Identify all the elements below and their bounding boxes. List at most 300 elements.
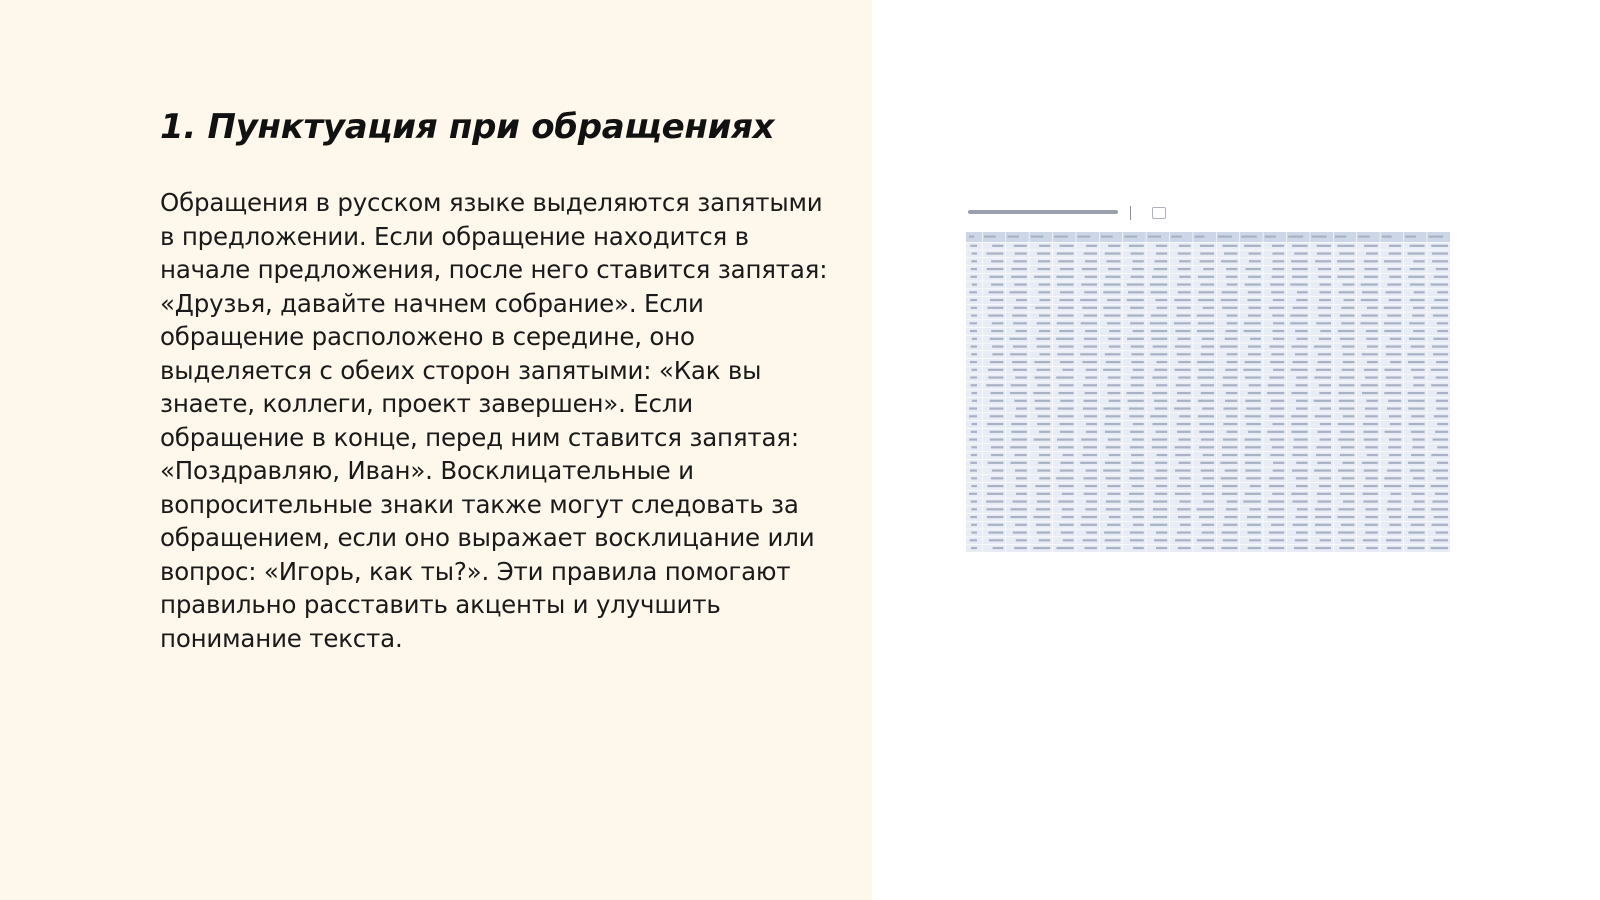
table-cell-mark — [1249, 384, 1261, 386]
table-cell-mark — [1320, 330, 1331, 332]
table-cell-mark — [1388, 268, 1402, 270]
table-cell-mark — [1437, 446, 1448, 448]
table-grid-row-line — [966, 389, 1450, 390]
table-cell-mark — [1154, 369, 1167, 371]
table-cell-mark — [1059, 345, 1074, 347]
table-cell-mark — [1223, 438, 1237, 440]
table-cell-mark — [969, 407, 977, 409]
table-cell-mark — [1317, 462, 1331, 464]
table-cell-mark — [1317, 252, 1331, 254]
table-grid-col-line — [1286, 232, 1287, 552]
table-cell-mark — [1433, 539, 1448, 541]
table-cell-mark — [1339, 268, 1354, 270]
table-cell-mark — [1129, 415, 1143, 417]
table-cell-mark — [1221, 299, 1238, 301]
table-cell-mark — [1366, 252, 1378, 254]
table-cell-mark — [1132, 438, 1144, 440]
table-cell-mark — [1410, 283, 1425, 285]
table-cell-mark — [1056, 477, 1073, 479]
table-cell-mark — [1203, 307, 1214, 309]
table-cell-mark — [1365, 524, 1378, 526]
table-cell-mark — [1058, 307, 1073, 309]
table-cell-mark — [1226, 276, 1238, 278]
table-cell-mark — [1319, 477, 1331, 479]
table-cell-mark — [1297, 291, 1308, 293]
table-cell-mark — [1272, 276, 1285, 278]
table-cell-mark — [1320, 407, 1331, 409]
table-cell-mark — [1177, 400, 1191, 402]
table-cell-mark — [1227, 431, 1238, 433]
table-cell-mark — [1086, 245, 1097, 247]
table-cell-mark — [1202, 338, 1214, 340]
table-cell-mark — [1058, 407, 1074, 409]
table-cell-mark — [1269, 485, 1284, 487]
table-cell-mark — [1202, 493, 1214, 495]
table-cell-mark — [971, 345, 977, 347]
table-cell-mark — [1384, 392, 1401, 394]
table-cell-mark — [1244, 330, 1261, 332]
table-cell-mark — [1197, 314, 1214, 316]
table-cell-mark — [1431, 547, 1448, 549]
table-cell-mark — [1269, 415, 1284, 417]
table-cell-mark — [1013, 260, 1026, 262]
table-cell-mark — [1199, 431, 1214, 433]
table-cell-mark — [1225, 516, 1238, 518]
table-cell-mark — [986, 384, 1003, 386]
table-grid-row-line — [966, 289, 1450, 290]
table-cell-mark — [1060, 469, 1074, 471]
table-cell-mark — [1412, 493, 1425, 495]
table-grid-row-line — [966, 451, 1450, 452]
table-cell-mark — [1384, 322, 1401, 324]
table-cell-mark — [1175, 493, 1191, 495]
table-cell-mark — [1339, 252, 1354, 254]
table-cell-mark — [1291, 423, 1307, 425]
table-cell-mark — [1154, 260, 1167, 262]
table-cell-mark — [987, 516, 1004, 518]
table-cell-mark — [1248, 392, 1261, 394]
table-cell-mark — [1106, 508, 1121, 510]
table-cell-mark — [1060, 268, 1074, 270]
table-cell-mark — [1131, 353, 1143, 355]
table-cell-mark — [1290, 314, 1307, 316]
table-cell-mark — [1220, 345, 1237, 347]
table-cell-mark — [1058, 446, 1074, 448]
table-cell-mark — [990, 400, 1004, 402]
table-cell-mark — [1384, 260, 1401, 262]
table-cell-mark — [1437, 322, 1448, 324]
table-grid-row-line — [966, 397, 1450, 398]
table-cell-mark — [986, 252, 1003, 254]
table-cell-mark — [1104, 531, 1120, 533]
table-cell-mark — [1414, 291, 1425, 293]
table-grid-row-line — [966, 335, 1450, 336]
table-cell-mark — [988, 376, 1003, 378]
table-cell-mark — [1386, 291, 1402, 293]
table-cell-mark — [1409, 423, 1425, 425]
table-cell-mark — [1130, 508, 1144, 510]
table-cell-mark — [1366, 330, 1378, 332]
table-grid-row-line — [966, 537, 1450, 538]
table-cell-mark — [992, 469, 1004, 471]
table-cell-mark — [1080, 462, 1097, 464]
table-cell-mark — [971, 547, 977, 549]
table-cell-mark — [1107, 485, 1120, 487]
table-cell-mark — [1104, 314, 1120, 316]
table-cell-mark — [1361, 384, 1378, 386]
table-cell-mark — [1226, 508, 1238, 510]
table-cell-mark — [1084, 477, 1097, 479]
table-cell-mark — [1011, 423, 1026, 425]
table-cell-mark — [1413, 384, 1424, 386]
table-cell-mark — [1129, 500, 1144, 502]
table-cell-mark — [992, 345, 1003, 347]
table-cell-mark — [1320, 291, 1331, 293]
table-cell-mark — [1363, 485, 1377, 487]
table-cell-mark — [1433, 353, 1448, 355]
table-cell-mark — [988, 307, 1004, 309]
table-cell-mark — [1153, 516, 1167, 518]
table-cell-mark — [1010, 516, 1026, 518]
table-header-cell-mark — [1241, 236, 1256, 238]
table-cell-mark — [1086, 500, 1097, 502]
table-cell-mark — [971, 477, 977, 479]
table-cell-mark — [1338, 392, 1354, 394]
table-cell-mark — [1243, 500, 1260, 502]
table-cell-mark — [1389, 276, 1401, 278]
table-cell-mark — [1039, 353, 1050, 355]
table-cell-mark — [1431, 307, 1448, 309]
table-cell-mark — [1272, 330, 1284, 332]
table-cell-mark — [1272, 314, 1284, 316]
table-cell-mark — [1245, 462, 1261, 464]
table-cell-mark — [1318, 361, 1331, 363]
table-cell-mark — [1107, 384, 1120, 386]
table-cell-mark — [1197, 330, 1214, 332]
table-grid-col-line — [1310, 232, 1311, 552]
table-cell-mark — [1291, 369, 1308, 371]
table-cell-mark — [971, 314, 977, 316]
table-cell-mark — [1343, 500, 1354, 502]
table-cell-mark — [1133, 547, 1144, 549]
table-cell-mark — [1132, 516, 1143, 518]
table-grid-col-line — [1333, 232, 1334, 552]
table-cell-mark — [1270, 438, 1284, 440]
table-cell-mark — [1267, 392, 1284, 394]
table-cell-mark — [1269, 477, 1284, 479]
table-cell-mark — [1058, 314, 1074, 316]
table-cell-mark — [1013, 322, 1027, 324]
table-cell-mark — [1152, 276, 1167, 278]
table-cell-mark — [971, 384, 977, 386]
table-cell-mark — [1364, 369, 1378, 371]
table-header-cell-mark — [1265, 236, 1276, 238]
table-cell-mark — [1106, 500, 1120, 502]
table-cell-mark — [1198, 299, 1214, 301]
table-cell-mark — [1337, 260, 1354, 262]
table-cell-mark — [1127, 338, 1144, 340]
table-cell-mark — [1060, 299, 1074, 301]
table-cell-mark — [1366, 400, 1377, 402]
table-cell-mark — [1014, 245, 1027, 247]
table-cell-mark — [1082, 268, 1097, 270]
table-cell-mark — [1037, 384, 1050, 386]
table-cell-mark — [992, 245, 1003, 247]
table-cell-mark — [1200, 252, 1214, 254]
table-cell-mark — [1273, 369, 1284, 371]
table-cell-mark — [1198, 322, 1214, 324]
table-cell-mark — [1016, 539, 1027, 541]
table-cell-mark — [1247, 516, 1261, 518]
table-grid-col-line — [1427, 232, 1428, 552]
table-cell-mark — [1063, 454, 1074, 456]
table-cell-mark — [1150, 524, 1167, 526]
table-cell-mark — [1227, 314, 1238, 316]
table-cell-mark — [1036, 524, 1050, 526]
table-cell-mark — [972, 400, 977, 402]
table-cell-mark — [1176, 314, 1190, 316]
table-cell-mark — [1318, 500, 1331, 502]
table-grid-col-line — [1029, 232, 1030, 552]
table-cell-mark — [1174, 322, 1191, 324]
table-cell-mark — [1105, 252, 1121, 254]
table-cell-mark — [1340, 547, 1355, 549]
table-cell-mark — [1223, 524, 1237, 526]
table-cell-mark — [1177, 423, 1191, 425]
table-cell-mark — [1227, 283, 1238, 285]
table-cell-mark — [1411, 431, 1425, 433]
table-header-cell-mark — [1382, 236, 1392, 238]
table-cell-mark — [1386, 353, 1401, 355]
table-cell-mark — [988, 369, 1003, 371]
table-cell-mark — [1037, 531, 1051, 533]
table-cell-mark — [1412, 446, 1424, 448]
table-cell-mark — [1106, 547, 1120, 549]
table-cell-mark — [1319, 485, 1331, 487]
table-cell-mark — [1013, 531, 1027, 533]
table-cell-mark — [1086, 531, 1097, 533]
table-cell-mark — [1339, 407, 1354, 409]
table-cell-mark — [1337, 245, 1354, 247]
table-cell-mark — [1178, 361, 1190, 363]
table-cell-mark — [1039, 477, 1050, 479]
table-grid-row-line — [966, 444, 1450, 445]
table-header-cell-mark — [1405, 236, 1416, 238]
table-cell-mark — [971, 508, 977, 510]
table-cell-mark — [1106, 415, 1121, 417]
table-cell-mark — [1431, 283, 1448, 285]
table-cell-mark — [1431, 485, 1448, 487]
table-grid-row-line — [966, 382, 1450, 383]
table-cell-mark — [1270, 454, 1284, 456]
table-cell-mark — [1221, 547, 1237, 549]
table-cell-mark — [1367, 454, 1378, 456]
table-cell-mark — [1364, 268, 1377, 270]
table-cell-mark — [1039, 454, 1050, 456]
table-cell-mark — [1292, 361, 1307, 363]
table-cell-mark — [1361, 322, 1378, 324]
table-cell-mark — [1011, 384, 1027, 386]
table-cell-mark — [1244, 454, 1260, 456]
table-cell-mark — [1016, 407, 1027, 409]
table-cell-mark — [1293, 307, 1308, 309]
table-cell-mark — [1039, 431, 1050, 433]
table-cell-mark — [1436, 407, 1448, 409]
table-cell-mark — [1222, 307, 1237, 309]
table-cell-mark — [1033, 392, 1050, 394]
table-cell-mark — [1155, 493, 1167, 495]
table-cell-mark — [1296, 477, 1308, 479]
table-cell-mark — [992, 353, 1003, 355]
table-cell-mark — [1034, 361, 1050, 363]
table-cell-mark — [993, 547, 1004, 549]
table-cell-mark — [1039, 539, 1050, 541]
table-cell-mark — [972, 283, 977, 285]
table-figure — [962, 200, 1450, 552]
table-grid-row-line — [966, 420, 1450, 421]
table-cell-mark — [1249, 508, 1260, 510]
table-cell-mark — [1320, 438, 1331, 440]
table-cell-mark — [1058, 485, 1073, 487]
table-cell-mark — [1387, 407, 1401, 409]
table-cell-mark — [1431, 454, 1448, 456]
table-cell-mark — [1083, 454, 1097, 456]
table-cell-mark — [1320, 423, 1331, 425]
table-cell-mark — [1341, 322, 1354, 324]
table-cell-mark — [1038, 462, 1050, 464]
table-cell-mark — [1227, 500, 1238, 502]
table-cell-mark — [1244, 322, 1261, 324]
table-cell-mark — [1083, 345, 1097, 347]
table-cell-mark — [1271, 524, 1284, 526]
table-cell-mark — [1385, 369, 1402, 371]
table-cell-mark — [1365, 415, 1378, 417]
table-grid-row-line — [966, 506, 1450, 507]
table-cell-mark — [1224, 252, 1237, 254]
table-cell-mark — [1037, 493, 1051, 495]
table-cell-mark — [1435, 431, 1448, 433]
table-header-cell-mark — [969, 236, 974, 238]
table-cell-mark — [1271, 291, 1284, 293]
table-cell-mark — [1015, 524, 1027, 526]
table-cell-mark — [1432, 345, 1448, 347]
table-cell-mark — [1154, 539, 1167, 541]
table-cell-mark — [1157, 307, 1168, 309]
table-cell-mark — [1246, 268, 1261, 270]
table-cell-mark — [1293, 524, 1308, 526]
table-cell-mark — [970, 516, 977, 518]
table-cell-mark — [1338, 508, 1354, 510]
table-cell-mark — [1153, 500, 1167, 502]
table-cell-mark — [1413, 260, 1424, 262]
table-cell-mark — [1057, 322, 1074, 324]
table-cell-mark — [1156, 361, 1167, 363]
table-header-cell-mark — [1335, 236, 1346, 238]
table-cell-mark — [1319, 299, 1331, 301]
table-cell-mark — [1248, 345, 1261, 347]
table-cell-mark — [1015, 376, 1027, 378]
table-cell-mark — [1154, 268, 1168, 270]
table-cell-mark — [1155, 462, 1167, 464]
table-cell-mark — [1344, 299, 1355, 301]
table-cell-mark — [1272, 252, 1284, 254]
table-cell-mark — [1315, 524, 1331, 526]
table-grid-row-line — [966, 250, 1450, 251]
table-cell-mark — [1431, 245, 1448, 247]
table-cell-mark — [1201, 438, 1214, 440]
table-cell-mark — [1389, 245, 1401, 247]
table-cell-mark — [1292, 345, 1308, 347]
table-cell-mark — [971, 524, 977, 526]
table-cell-mark — [1133, 369, 1144, 371]
table-cell-mark — [1411, 369, 1425, 371]
table-cell-mark — [1174, 407, 1191, 409]
table-cell-mark — [1291, 260, 1308, 262]
table-cell-mark — [1085, 508, 1097, 510]
table-cell-mark — [1131, 252, 1144, 254]
table-header-cell-mark — [1054, 236, 1068, 238]
table-cell-mark — [1036, 338, 1050, 340]
table-cell-mark — [1384, 485, 1401, 487]
table-cell-mark — [1082, 361, 1097, 363]
table-cell-mark — [1180, 524, 1191, 526]
table-cell-mark — [1060, 400, 1073, 402]
table-cell-mark — [1225, 330, 1237, 332]
table-cell-mark — [1081, 322, 1097, 324]
table-cell-mark — [1103, 369, 1120, 371]
table-cell-mark — [1341, 539, 1355, 541]
table-cell-mark — [990, 276, 1004, 278]
table-cell-mark — [1082, 307, 1097, 309]
table-cell-mark — [1201, 384, 1214, 386]
table-cell-mark — [970, 376, 977, 378]
table-cell-mark — [1155, 299, 1167, 301]
table-cell-mark — [1197, 376, 1214, 378]
table-cell-mark — [1103, 307, 1120, 309]
table-cell-mark — [1436, 477, 1448, 479]
table-cell-mark — [1389, 299, 1402, 301]
table-cell-mark — [990, 438, 1004, 440]
table-cell-mark — [1248, 547, 1261, 549]
table-cell-mark — [970, 361, 977, 363]
table-grid-row-line — [966, 513, 1450, 514]
table-cell-mark — [1057, 438, 1074, 440]
table-cell-mark — [970, 330, 977, 332]
table-cell-mark — [1225, 400, 1237, 402]
table-cell-mark — [1175, 330, 1190, 332]
table-cell-mark — [1411, 345, 1425, 347]
table-cell-mark — [1105, 539, 1121, 541]
table-cell-mark — [1273, 338, 1284, 340]
table-cell-mark — [971, 431, 977, 433]
table-cell-mark — [1221, 260, 1237, 262]
table-cell-mark — [1292, 276, 1307, 278]
table-cell-mark — [1037, 500, 1050, 502]
table-cell-mark — [1085, 392, 1097, 394]
table-cell-mark — [1222, 485, 1237, 487]
table-cell-mark — [1314, 376, 1331, 378]
table-cell-mark — [972, 338, 977, 340]
table-cell-mark — [1291, 493, 1307, 495]
table-cell-mark — [1244, 245, 1261, 247]
table-cell-mark — [1250, 485, 1261, 487]
table-cell-mark — [1364, 469, 1378, 471]
table-cell-mark — [1132, 485, 1144, 487]
table-cell-mark — [1290, 283, 1307, 285]
table-cell-mark — [1107, 524, 1120, 526]
table-cell-mark — [1363, 493, 1378, 495]
table-cell-mark — [1035, 400, 1051, 402]
